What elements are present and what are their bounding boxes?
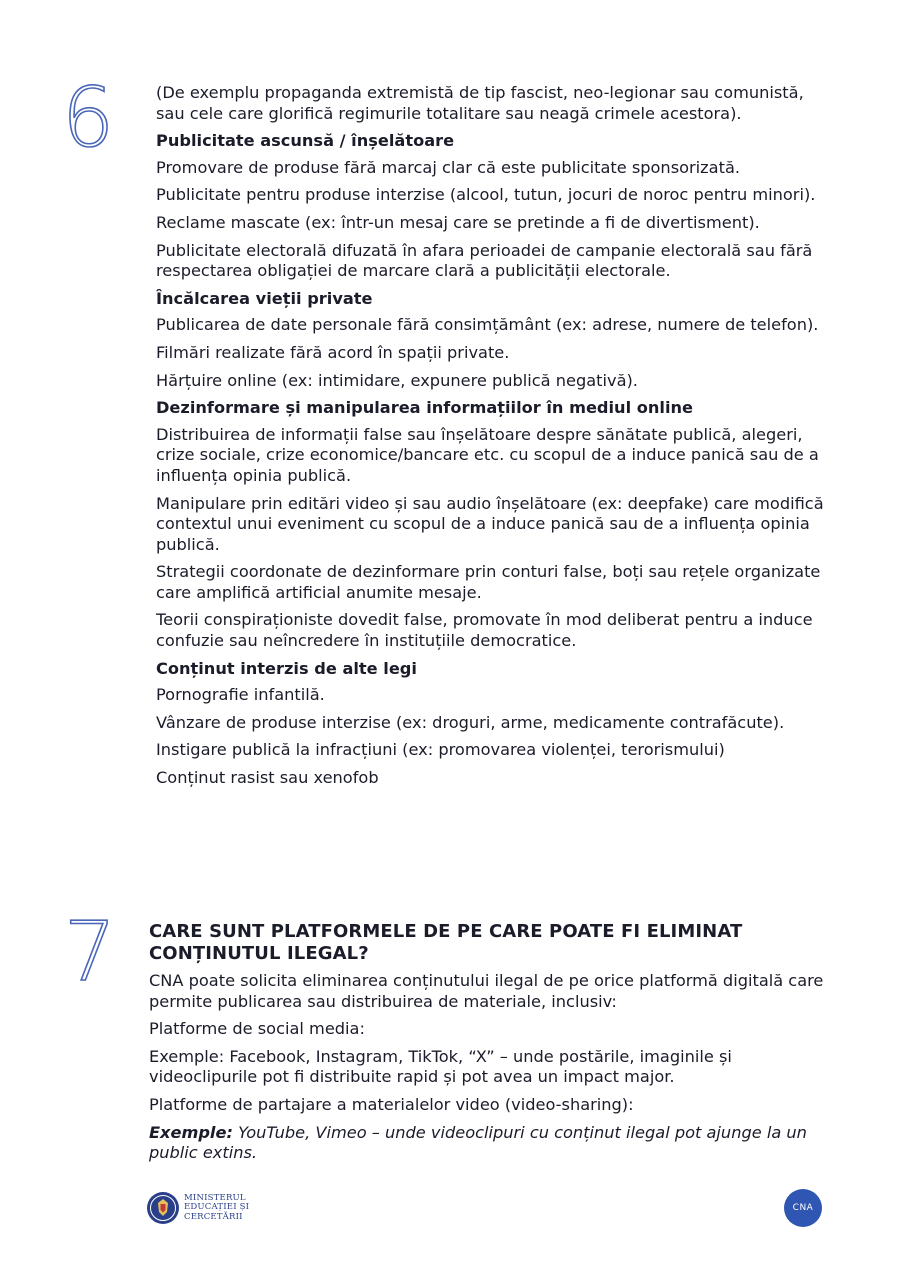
section-7-title: CARE SUNT PLATFORMELE DE PE CARE POATE FI ELIMINAT CONȚINUTUL ILEGAL? xyxy=(149,921,743,964)
list-item: Vânzare de produse interzise (ex: droguri, arme, medicamente contrafăcute). xyxy=(156,712,785,732)
examples-label: Exemple: xyxy=(149,1122,233,1142)
ministry-crest-icon xyxy=(146,1191,180,1225)
section-6-content xyxy=(156,83,826,796)
social-media-examples: Exemple: Facebook, Instagram, TikTok, “X” – unde postările, imaginile și videoclipurile pot fi distribuite rapid și pot avea un impact major. xyxy=(149,1046,732,1087)
heading-privacy: Încălcarea vieții private xyxy=(156,288,373,308)
ministry-logo xyxy=(146,1191,249,1225)
heading-hidden-advertising: Publicitate ascunsă / înșelătoare xyxy=(156,131,455,151)
list-item: Manipulare prin editări video și sau audio înșelătoare (ex: deepfake) care modifică contextul unui eveniment cu scopul de a induce panică sau de a influența opinia publică. xyxy=(156,493,824,554)
list-item: Conținut rasist sau xenofob xyxy=(156,768,379,788)
cna-logo: CNA xyxy=(784,1189,822,1227)
social-media-label: Platforme de social media: xyxy=(149,1019,365,1039)
list-item: Pornografie infantilă. xyxy=(156,685,325,705)
list-item: Publicitate electorală difuzată în afara perioadei de campanie electorală sau fără respectarea obligației de marcare clară a publicității electorale. xyxy=(156,240,813,281)
heading-other-laws: Conținut interzis de alte legi xyxy=(156,658,417,678)
section-7-intro: CNA poate solicita eliminarea conținutului ilegal de pe orice platformă digitală care permite publicarea sau distribuirea de materiale, inclusiv: xyxy=(149,971,824,1011)
list-item: Promovare de produse fără marcaj clar că este publicitate sponsorizată. xyxy=(156,157,741,177)
list-item: Distribuirea de informații false sau înșelătoare despre sănătate publică, alegeri, crize sociale, crize economice/bancare etc. cu scopul de a induce panică sau de a influența opinia publică. xyxy=(156,424,819,485)
video-sharing-examples xyxy=(149,1123,825,1164)
video-sharing-label: Platforme de partajare a materialelor video (video-sharing): xyxy=(149,1094,634,1114)
video-examples-text: YouTube, Vimeo – unde videoclipuri cu conținut ilegal pot ajunge la un public extins. xyxy=(149,1122,807,1163)
list-item: Teorii conspiraționiste dovedit false, promovate în mod deliberat pentru a induce confuzie sau neîncredere în instituțiile democratice. xyxy=(156,610,813,651)
heading-disinformation: Dezinformare și manipularea informațiilor în mediul online xyxy=(156,398,694,418)
list-item: Filmări realizate fără acord în spații private. xyxy=(156,342,510,362)
section-number-6: 6 xyxy=(62,71,115,166)
list-item: Publicitate pentru produse interzise (alcool, tutun, jocuri de noroc pentru minori). xyxy=(156,185,816,205)
list-item: Strategii coordonate de dezinformare prin conturi false, boți sau rețele organizate care amplifică artificial anumite mesaje. xyxy=(156,562,821,602)
list-item: Hărțuire online (ex: intimidare, expunere publică negativă). xyxy=(156,370,638,390)
list-item: Instigare publică la infracțiuni (ex: promovarea violenței, terorismului) xyxy=(156,740,725,760)
section-6-intro: (De exemplu propaganda extremistă de tip fascist, neo-legionar sau comunistă, sau cele care glorifică regimurile totalitare sau neagă crimele acestora). xyxy=(156,83,804,123)
list-item: Reclame mascate (ex: într-un mesaj care se pretinde a fi de divertisment). xyxy=(156,212,760,232)
section-number-7: 7 xyxy=(64,905,117,1000)
ministry-name: MINISTERUL EDUCAȚIEI ȘI CERCETĂRII xyxy=(184,1192,250,1222)
list-item: Publicarea de date personale fără consimțământ (ex: adrese, numere de telefon). xyxy=(156,315,819,335)
section-7-content xyxy=(149,921,825,1171)
